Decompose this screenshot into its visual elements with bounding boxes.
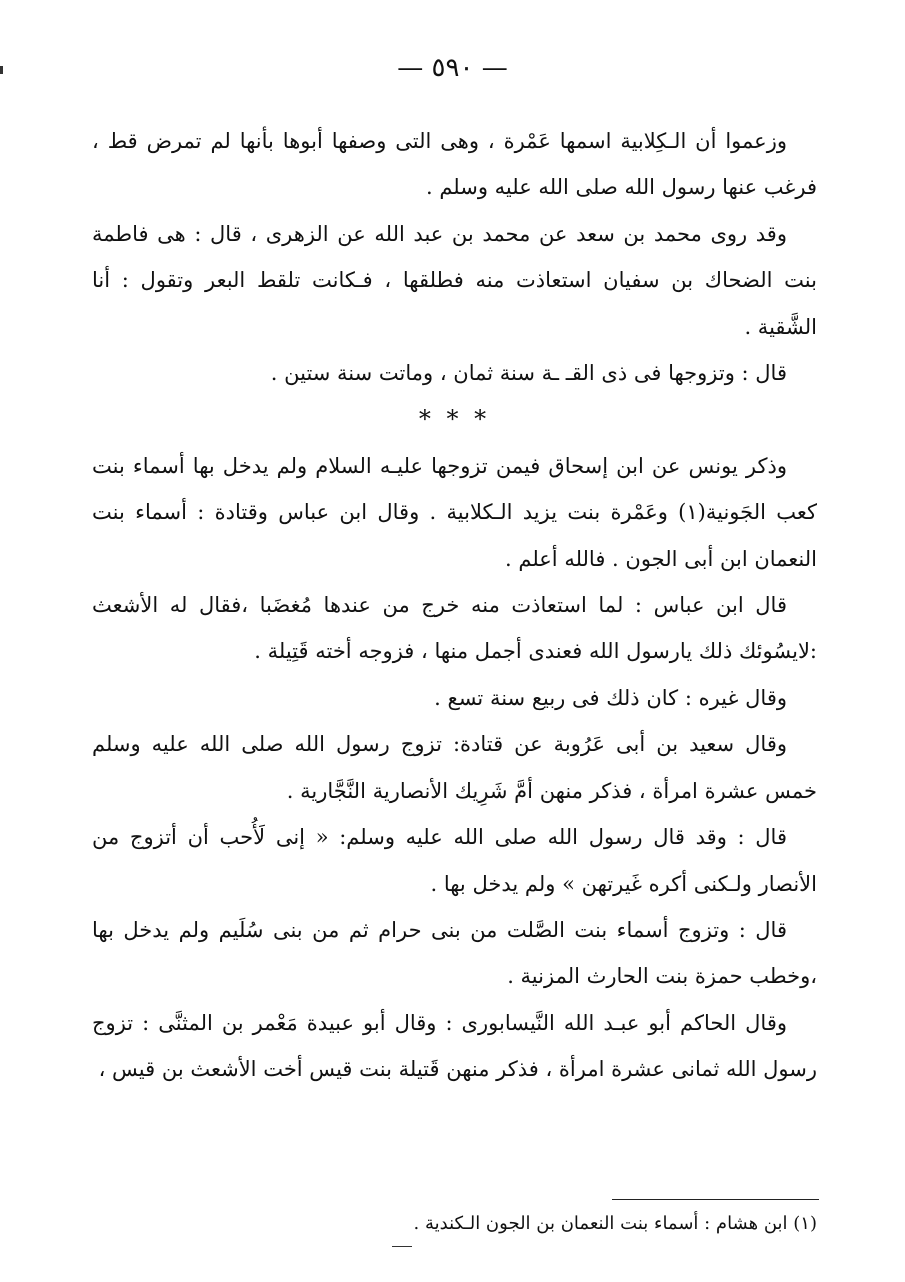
paragraph: وذكر يونس عن ابن إسحاق فيمن تزوجها عليـه السلام ولم يدخل بها أسماء بنت كعب الجَونية(١) وعَمْرة بنت يزيد الـكلابية . وقال ابن عباس وقتادة : أسماء بنت النعمان ابن أبى الجون . فالله أعلم . xyxy=(92,453,817,571)
bottom-dash xyxy=(392,1246,412,1247)
paragraph: قال : وتزوجها فى ذى القـ ـة سنة ثمان ، وماتت سنة ستين . xyxy=(270,361,787,386)
paragraph: قال : وقد قال رسول الله صلى الله عليه وسلم: « إنى لَأُحب أن أتزوج من الأنصار ولـكنى أكره غَيرتهن » ولم يدخل بها . xyxy=(92,825,817,896)
paragraph: وزعموا أن الـكِلابية اسمها عَمْرة ، وهى التى وصفها أبوها بأنها لم تمرض قط ، فرغب عنها رسول الله صلى الله عليه وسلم . xyxy=(92,129,817,200)
page-number: — ٥٩٠ — xyxy=(397,53,508,83)
footnote: (١) ابن هشام : أسماء بنت النعمان بن الجون الـكندية . xyxy=(413,1213,817,1234)
body-text xyxy=(92,118,817,1093)
footnote-divider xyxy=(612,1199,819,1200)
paragraph: وقد روى محمد بن سعد عن محمد بن عبد الله عن الزهرى ، قال : هى فاطمة بنت الضحاك بن سفيان استعاذت منه فطلقها ، فـكانت تلقط البعر وتقول : أنا الشَّقية . xyxy=(92,221,817,339)
paragraph: وقال الحاكم أبو عبـد الله النَّيسابورى : وقال أبو عبيدة مَعْمر بن المثنَّى : تزوج رسول الله ثمانى عشرة امرأة ، فذكر منهن قَتيلة بنت قيس أخت الأشعث بن قيس ، xyxy=(92,1010,817,1082)
paragraph: قال ابن عباس : لما استعاذت منه خرج من عندها مُغضَبا ،فقال له الأشعث :لايسُوئك ذلك يارسول الله فعندى أجمل منها ، فزوجه أخته قَتِيلة . xyxy=(92,593,817,664)
paragraph: قال : وتزوج أسماء بنت الصَّلت من بنى حرام ثم من بنى سُلَيم ولم يدخل بها ،وخطب حمزة بنت الحارث المزنية . xyxy=(92,917,817,989)
paragraph: وقال غيره : كان ذلك فى ربيع سنة تسع . xyxy=(434,685,787,710)
section-separator: * * * xyxy=(418,405,491,434)
paragraph: وقال سعيد بن أبى عَرُوبة عن قتادة: تزوج رسول الله صلى الله عليه وسلم خمس عشرة امرأة ، فذكر منهن أمَّ شَرِيك الأنصارية النَّجَّارية . xyxy=(92,732,817,803)
